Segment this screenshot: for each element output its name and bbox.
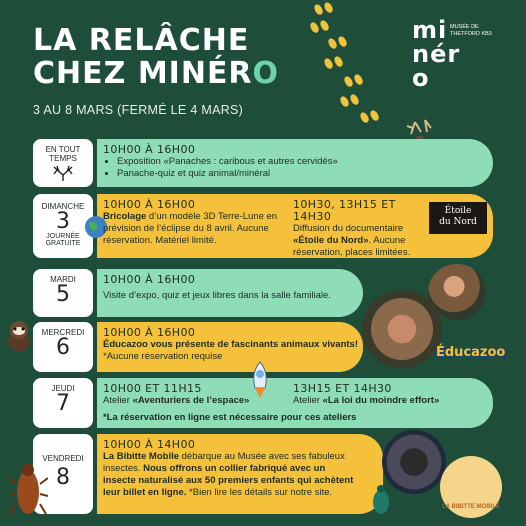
logo-word-top: mi <box>412 16 448 44</box>
animal-photo <box>362 290 442 368</box>
day-label-thursday: JEUDI 7 <box>33 378 93 428</box>
bibitte-mobile-logo: LA BIBITTE MOBILE <box>440 456 502 518</box>
schedule-row-thursday: JEUDI 7 10H00 ET 11H15 Atelier «Aventuriers de l’espace» 13H15 ET 14H30 Atelier «La loi du moindre effort» *La réservation en ligne est nécessaire pour ces ateliers <box>33 378 493 428</box>
row-time: 13H15 ET 14H30 <box>293 382 392 395</box>
page-title <box>33 24 279 90</box>
row-bullet: • Exposition «Panaches : caribous et autres cervidés» <box>117 156 338 168</box>
day-label-friday: VENDREDI 8 <box>33 434 93 514</box>
event-dates: 3 AU 8 MARS (FERMÉ LE 4 MARS) <box>33 103 244 117</box>
row-time: 10H00 À 16H00 <box>103 273 196 286</box>
documentary-poster: Étoile du Nord <box>429 202 487 234</box>
title-line-1: LA RELÂCHE <box>33 23 250 58</box>
day-label-ongoing: EN TOUT TEMPS <box>33 139 93 187</box>
title-line-2: CHEZ MINÉRO <box>33 56 280 91</box>
educazoo-logo: Éducazoo <box>436 345 506 360</box>
day-label-wednesday: MERCREDI 6 <box>33 322 93 372</box>
schedule-row-ongoing <box>33 139 493 187</box>
row-note: *La réservation en ligne est nécessaire pour ces ateliers <box>103 412 357 423</box>
schedule-row-wednesday: MERCREDI 6 10H00 À 16H00 Éducazoo vous présente de fascinants animaux vivants! *Aucune réservation requise <box>33 322 363 372</box>
logo-word-bot: o <box>412 64 430 92</box>
row-time: 10H00 À 16H00 <box>103 143 196 156</box>
minero-logo[interactable] <box>412 16 492 92</box>
row-time: 10H30, 13H15 ET 14H30 <box>293 198 396 223</box>
schedule-row-tuesday: MARDI 5 10H00 À 16H00 Visite d’expo, quiz et jeux libres dans la salle familiale. <box>33 269 363 317</box>
title-accent-letter: O <box>252 56 280 91</box>
row-time: 10H00 ET 11H15 <box>103 382 202 395</box>
beetle-icon <box>370 484 392 516</box>
row-time: 10H00 À 16H00 <box>103 326 196 339</box>
logo-subtitle: MUSÉE DE THETFORD KB3 <box>450 24 492 37</box>
row-bullet: • Panache-quiz et quiz animal/minéral <box>117 168 338 180</box>
paw-tracks-decoration <box>301 0 381 140</box>
antlers-icon <box>48 165 78 181</box>
row-time: 10H00 À 14H00 <box>103 438 196 451</box>
logo-word-mid: nér <box>412 40 461 68</box>
row-time: 10H00 À 16H00 <box>103 198 196 211</box>
schedule-row-friday: VENDREDI 8 10H00 À 14H00 La Bibitte Mobile débarque au Musée avec ses fabuleux insectes. Nous offrons un collier fabriqué avec un insecte naturalisé aux 50 premiers enfants qui achètent leur billet en ligne. *Bien lire les détails sur notre site. <box>33 434 383 514</box>
astronaut-rocket-icon <box>245 360 275 400</box>
schedule-row-sunday: DIMANCHE 3 JOURNÉE GRATUITE 10H00 À 16H00 Bricolage d’un modèle 3D Terre-Lune en prévision de l’éclipse du 8 avril. Aucune réservation. Matériel limité. 10H30, 13H15 ET 14H30 Diffusion du documentaire «Étoile du Nord». Aucune réservation, places limitées. Étoile du Nord <box>33 194 493 258</box>
cockroach-icon <box>8 460 48 520</box>
ferret-icon <box>2 318 36 354</box>
day-label-sunday: DIMANCHE 3 JOURNÉE GRATUITE <box>33 194 93 258</box>
day-label-tuesday: MARDI 5 <box>33 269 93 317</box>
